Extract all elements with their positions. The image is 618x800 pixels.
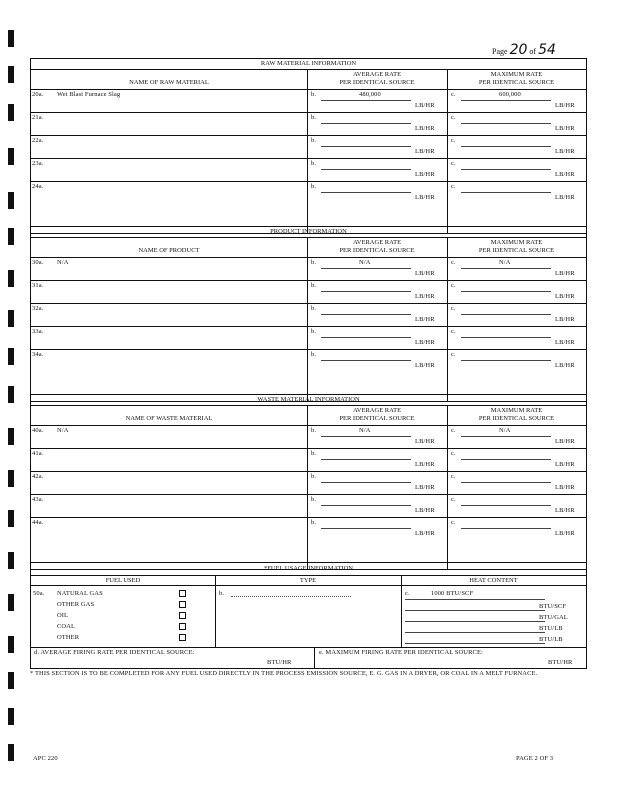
page-of: of — [529, 47, 537, 56]
avg-unit: LB/HR — [415, 148, 435, 155]
row-number: 21a. — [32, 114, 44, 121]
binder-mark — [8, 470, 14, 487]
avg-letter: b. — [311, 351, 317, 358]
max-letter: c. — [451, 473, 456, 480]
fuel-item-label: OTHER — [57, 634, 80, 641]
max-letter: c. — [451, 519, 456, 526]
avg-fill-line — [321, 482, 411, 483]
page-number — [492, 42, 556, 58]
max-letter: c. — [451, 351, 456, 358]
max-firing-unit: BTU/HR — [548, 659, 573, 666]
fuel-checkbox[interactable] — [179, 590, 186, 597]
avg-fill-line — [321, 436, 411, 437]
fuel-item-label: COAL — [57, 623, 76, 630]
avg-letter: b. — [311, 282, 317, 289]
max-unit: LB/HR — [555, 316, 575, 323]
avg-unit: LB/HR — [415, 339, 435, 346]
binder-mark — [8, 310, 14, 327]
page-footer: PAGE 2 OF 3 — [516, 755, 554, 762]
binder-mark — [8, 708, 14, 725]
max-letter: c. — [451, 305, 456, 312]
max-fill-line — [461, 169, 551, 170]
raw-col-name: NAME OF RAW MATERIAL — [129, 79, 209, 86]
max-unit: LB/HR — [555, 125, 575, 132]
waste-col-max-2: PER IDENTICAL SOURCE — [478, 415, 555, 422]
avg-firing-unit: BTU/HR — [267, 659, 292, 666]
fuel-checkbox[interactable] — [179, 601, 186, 608]
avg-unit: LB/HR — [415, 461, 435, 468]
fuel-checkbox[interactable] — [179, 623, 186, 630]
max-fill-line — [461, 100, 551, 101]
avg-fill-line — [321, 192, 411, 193]
max-fill-line — [461, 482, 551, 483]
avg-unit: LB/HR — [415, 507, 435, 514]
avg-fill-line — [321, 528, 411, 529]
waste-table — [30, 394, 587, 570]
heat-content-value[interactable]: 1000 BTU/SCF — [431, 590, 474, 597]
max-rate-value[interactable]: N/A — [499, 259, 511, 266]
row-number: 23a. — [32, 160, 44, 167]
avg-letter: b. — [311, 91, 317, 98]
material-name[interactable]: N/A — [57, 259, 69, 266]
heat-fill-line — [405, 621, 545, 622]
max-unit: LB/HR — [555, 102, 575, 109]
avg-rate-value[interactable]: 480,000 — [359, 91, 381, 98]
max-letter: c. — [451, 427, 456, 434]
avg-firing-label: d. AVERAGE FIRING RATE PER IDENTICAL SOURCE: — [34, 649, 195, 656]
max-letter: c. — [451, 282, 456, 289]
avg-letter: b. — [311, 519, 317, 526]
waste-col-max-1: MAXIMUM RATE — [490, 407, 543, 414]
avg-letter: b. — [311, 137, 317, 144]
product-col-max-2: PER IDENTICAL SOURCE — [478, 247, 555, 254]
row-number: 41a. — [32, 450, 44, 457]
fuel-type-line — [231, 596, 351, 597]
max-unit: LB/HR — [555, 171, 575, 178]
heat-content-letter: c. — [405, 590, 410, 597]
avg-unit: LB/HR — [415, 125, 435, 132]
row-number: 30a. — [32, 259, 44, 266]
max-rate-value[interactable]: 600,000 — [499, 91, 521, 98]
binder-mark — [8, 510, 14, 527]
fuel-heat-unit: BTU/GAL — [539, 614, 568, 621]
avg-letter: b. — [311, 328, 317, 335]
fuel-heat-unit: BTU/LB — [539, 625, 563, 632]
page-current: 20 — [509, 42, 528, 58]
avg-letter: b. — [311, 473, 317, 480]
binder-mark — [8, 428, 14, 445]
fuel-heat-unit: BTU/LB — [539, 636, 563, 643]
heat-fill-line — [405, 632, 545, 633]
avg-fill-line — [321, 146, 411, 147]
max-fill-line — [461, 268, 551, 269]
avg-unit: LB/HR — [415, 171, 435, 178]
raw-col-avg-1: AVERAGE RATE — [352, 71, 402, 78]
product-col-avg-2: PER IDENTICAL SOURCE — [339, 247, 415, 254]
raw-table — [30, 58, 587, 234]
product-title: PRODUCT INFORMATION — [270, 228, 347, 235]
fuel-col-fuel: FUEL USED — [105, 577, 141, 584]
row-number: 22a. — [32, 137, 44, 144]
avg-unit: LB/HR — [415, 362, 435, 369]
avg-unit: LB/HR — [415, 293, 435, 300]
binder-mark — [8, 104, 14, 121]
avg-letter: b. — [311, 450, 317, 457]
max-letter: c. — [451, 259, 456, 266]
heat-fill-line — [405, 643, 545, 644]
fuel-usage-section — [30, 562, 587, 669]
raw-col-max-2: PER IDENTICAL SOURCE — [478, 79, 555, 86]
row-number: 40a. — [32, 427, 44, 434]
max-letter: c. — [451, 450, 456, 457]
avg-fill-line — [321, 100, 411, 101]
max-fill-line — [461, 314, 551, 315]
max-fill-line — [461, 192, 551, 193]
material-name[interactable]: N/A — [57, 427, 69, 434]
max-letter: c. — [451, 114, 456, 121]
max-unit: LB/HR — [555, 293, 575, 300]
row-number: 43a. — [32, 496, 44, 503]
fuel-checkbox[interactable] — [179, 634, 186, 641]
avg-fill-line — [321, 123, 411, 124]
row-number: 20a. — [32, 91, 44, 98]
fuel-title: *FUEL USAGE INFORMATION — [264, 565, 353, 572]
binder-mark — [8, 386, 14, 403]
row-number: 24a. — [32, 183, 44, 190]
fuel-item-label: OTHER GAS — [57, 601, 95, 608]
max-unit: LB/HR — [555, 438, 575, 445]
row-number: 32a. — [32, 305, 44, 312]
max-fill-line — [461, 291, 551, 292]
max-fill-line — [461, 505, 551, 506]
fuel-footnote: * THIS SECTION IS TO BE COMPLETED FOR ANY FUEL USED DIRECTLY IN THE PROCESS EMISSION SOURCE, E. G. GAS IN A DRYER, OR COAL IN A MELT FURNACE. — [30, 670, 538, 677]
avg-rate-value[interactable]: N/A — [359, 259, 371, 266]
product-col-avg-1: AVERAGE RATE — [352, 239, 402, 246]
max-fill-line — [461, 360, 551, 361]
fuel-heat-unit: BTU/SCF — [539, 603, 567, 610]
max-letter: c. — [451, 160, 456, 167]
binder-mark — [8, 552, 14, 569]
raw-col-avg-2: PER IDENTICAL SOURCE — [339, 79, 415, 86]
heat-fill-line — [405, 599, 545, 600]
row-number: 33a. — [32, 328, 44, 335]
avg-unit: LB/HR — [415, 270, 435, 277]
avg-fill-line — [321, 314, 411, 315]
binder-mark — [8, 594, 14, 611]
avg-letter: b. — [311, 160, 317, 167]
max-rate-value[interactable]: N/A — [499, 427, 511, 434]
max-fill-line — [461, 123, 551, 124]
max-fill-line — [461, 528, 551, 529]
row-number: 44a. — [32, 519, 44, 526]
max-unit: LB/HR — [555, 484, 575, 491]
avg-fill-line — [321, 360, 411, 361]
page-prefix: Page — [492, 47, 508, 56]
product-col-max-1: MAXIMUM RATE — [490, 239, 543, 246]
binder-mark — [8, 636, 14, 653]
avg-fill-line — [321, 291, 411, 292]
avg-unit: LB/HR — [415, 484, 435, 491]
form-id: APC 220 — [33, 755, 58, 762]
material-name[interactable]: Wet Blast Furnace Slag — [57, 91, 121, 98]
max-letter: c. — [451, 91, 456, 98]
binder-mark — [8, 228, 14, 245]
max-fill-line — [461, 459, 551, 460]
binder-mark — [8, 30, 14, 47]
max-letter: c. — [451, 183, 456, 190]
avg-letter: b. — [311, 496, 317, 503]
max-unit: LB/HR — [555, 362, 575, 369]
binder-mark — [8, 192, 14, 209]
fuel-checkbox[interactable] — [179, 612, 186, 619]
raw-title: RAW MATERIAL INFORMATION — [260, 60, 357, 67]
avg-letter: b. — [311, 114, 317, 121]
max-unit: LB/HR — [555, 148, 575, 155]
page-total: 54 — [538, 42, 556, 58]
product-table — [30, 226, 587, 402]
row-number: 34a. — [32, 351, 44, 358]
waste-title: WASTE MATERIAL INFORMATION — [257, 396, 360, 403]
avg-unit: LB/HR — [415, 102, 435, 109]
fuel-row-number: 50a. — [33, 590, 45, 597]
avg-unit: LB/HR — [415, 194, 435, 201]
avg-letter: b. — [311, 183, 317, 190]
binder-mark — [8, 66, 14, 83]
max-fill-line — [461, 436, 551, 437]
max-unit: LB/HR — [555, 270, 575, 277]
avg-fill-line — [321, 459, 411, 460]
max-unit: LB/HR — [555, 530, 575, 537]
max-unit: LB/HR — [555, 339, 575, 346]
max-unit: LB/HR — [555, 461, 575, 468]
avg-fill-line — [321, 505, 411, 506]
max-fill-line — [461, 146, 551, 147]
max-unit: LB/HR — [555, 194, 575, 201]
avg-letter: b. — [311, 427, 317, 434]
avg-letter: b. — [311, 305, 317, 312]
max-fill-line — [461, 337, 551, 338]
avg-fill-line — [321, 337, 411, 338]
avg-rate-value[interactable]: N/A — [359, 427, 371, 434]
binder-mark — [8, 744, 14, 761]
avg-unit: LB/HR — [415, 438, 435, 445]
max-firing-label: e. MAXIMUM FIRING RATE PER IDENTICAL SOURCE: — [319, 649, 483, 656]
max-letter: c. — [451, 137, 456, 144]
raw-col-max-1: MAXIMUM RATE — [490, 71, 543, 78]
avg-unit: LB/HR — [415, 530, 435, 537]
fuel-item-label: OIL — [57, 612, 69, 619]
avg-fill-line — [321, 169, 411, 170]
fuel-col-heat: HEAT CONTENT — [469, 577, 518, 584]
binder-mark — [8, 348, 14, 365]
avg-fill-line — [321, 268, 411, 269]
waste-col-avg-2: PER IDENTICAL SOURCE — [339, 415, 415, 422]
max-letter: c. — [451, 496, 456, 503]
avg-unit: LB/HR — [415, 316, 435, 323]
fuel-item-label: NATURAL GAS — [57, 590, 103, 597]
binder-mark — [8, 672, 14, 689]
row-number: 31a. — [32, 282, 44, 289]
max-unit: LB/HR — [555, 507, 575, 514]
binder-mark — [8, 148, 14, 165]
fuel-col-type: TYPE — [299, 577, 317, 584]
row-number: 42a. — [32, 473, 44, 480]
waste-col-avg-1: AVERAGE RATE — [352, 407, 402, 414]
max-letter: c. — [451, 328, 456, 335]
binder-mark — [8, 270, 14, 287]
product-col-name: NAME OF PRODUCT — [138, 247, 200, 254]
fuel-type-letter: b. — [219, 590, 225, 597]
heat-fill-line — [405, 610, 545, 611]
waste-col-name: NAME OF WASTE MATERIAL — [125, 415, 213, 422]
avg-letter: b. — [311, 259, 317, 266]
